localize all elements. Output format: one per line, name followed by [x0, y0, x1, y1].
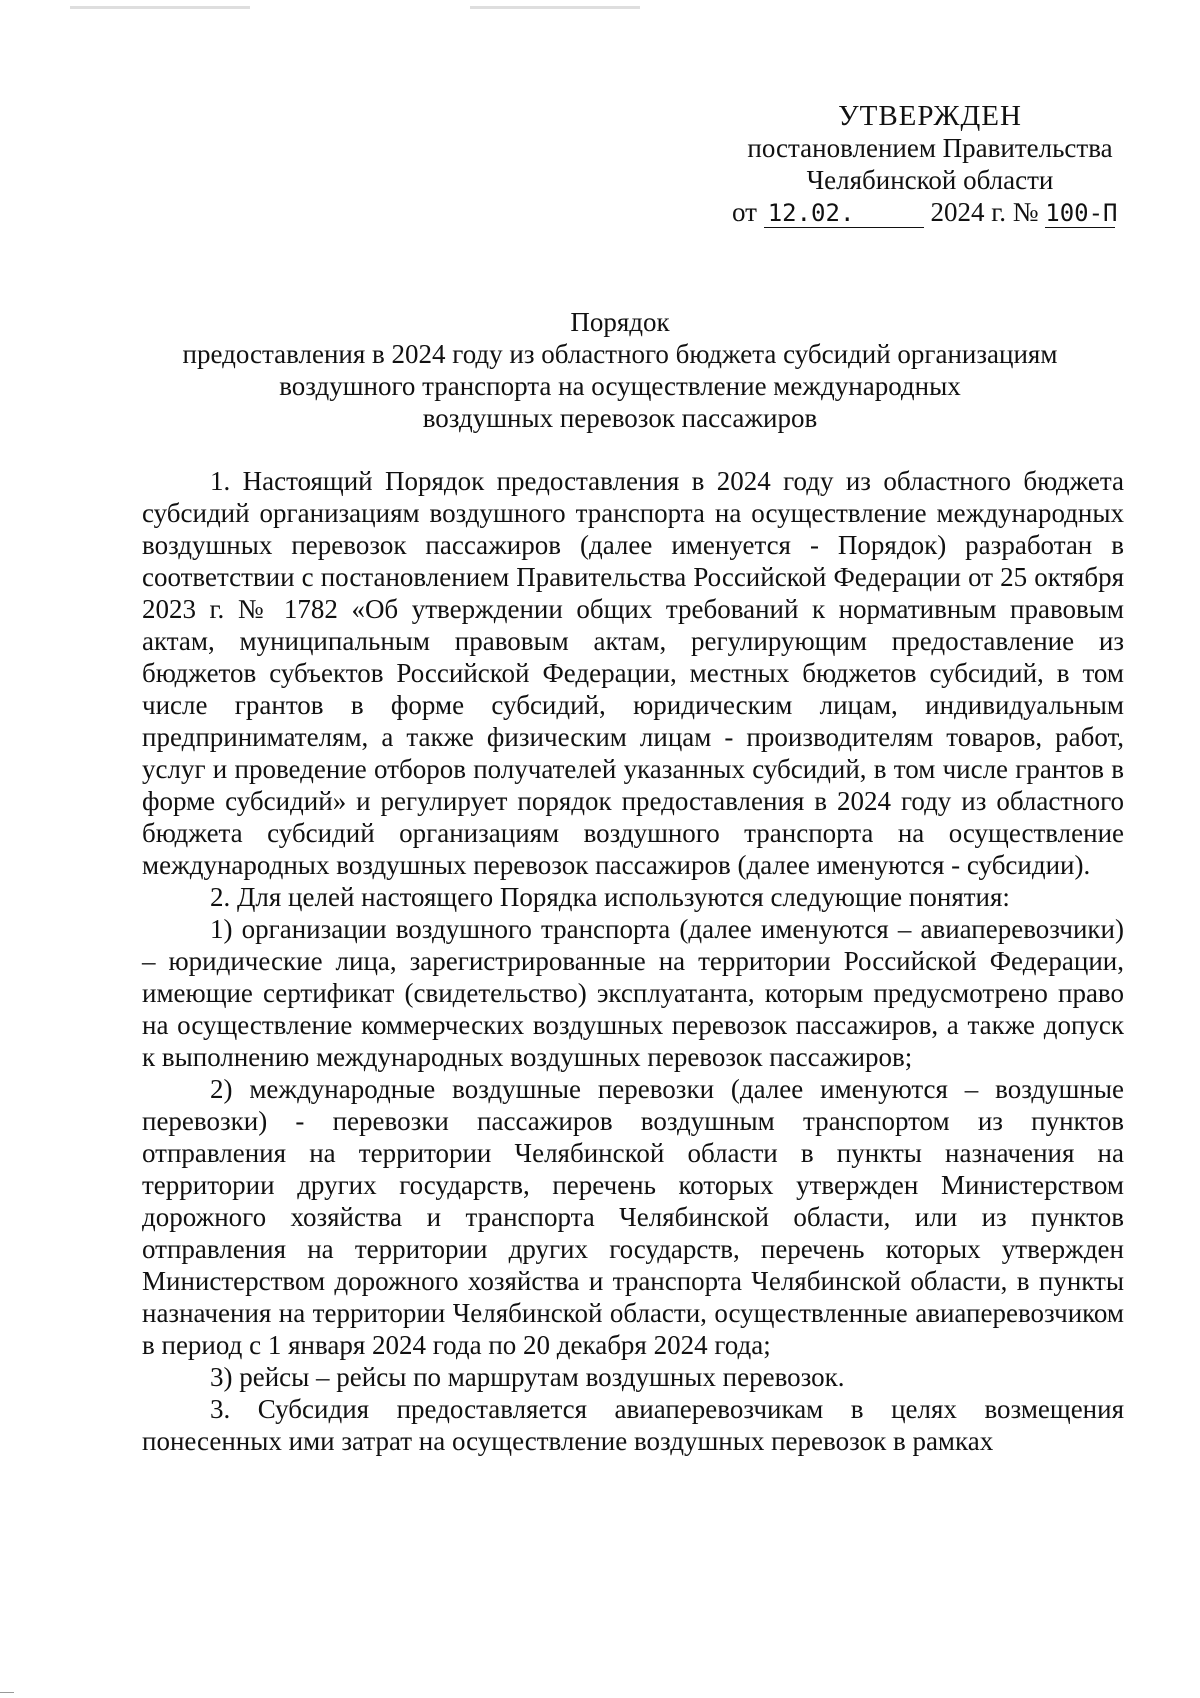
handwritten-date: 12.02.: [764, 199, 924, 228]
title-line-1: Порядок: [570, 307, 670, 337]
scan-artifact: [0, 1692, 14, 1693]
paragraph-2: 2. Для целей настоящего Порядка используются следующие понятия:: [210, 882, 1010, 912]
paragraph-3: 3. Субсидия предоставляется авиаперевозчикам в целях возмещения понесенных ими затрат на осуществление воздушных перевозок в рамках: [142, 1394, 1124, 1456]
approval-stamp-block: [720, 100, 1140, 228]
approved-region-line: Челябинской области: [806, 165, 1054, 195]
date-prefix: от: [732, 197, 757, 227]
title-line-2: предоставления в 2024 году из областного бюджета субсидий организациям: [182, 339, 1058, 369]
paragraph-1: 1. Настоящий Порядок предоставления в 2024 году из областного бюджета субсидий организациям воздушного транспорта на осуществление международных воздушных перевозок пассажиров (далее именуется - Порядок) разработан в соответствии с постановлением Правительства Российской Федерации от 25 октября 2023 г. № 1782 «Об утверждении общих требований к нормативным правовым актам, муниципальным правовым актам, регулирующим предоставление из бюджетов субъектов Российской Федерации, местных бюджетов субсидий, в том числе грантов в форме субсидий, юридическим лицам, индивидуальным предпринимателям, а также физическим лицам - производителям товаров, работ, услуг и проведение отборов получателей указанных субсидий, в том числе грантов в форме субсидий» и регулирует порядок предоставления в 2024 году из областного бюджета субсидий организациям воздушного транспорта на осуществление международных воздушных перевозок пассажиров (далее именуются - субсидии).: [142, 466, 1124, 880]
approval-year: 2024 г. №: [930, 197, 1039, 227]
document-title: [120, 306, 1120, 434]
approval-date-line: [720, 196, 1140, 228]
approved-heading: УТВЕРЖДЕН: [838, 100, 1022, 132]
paragraph-2-item-3: 3) рейсы – рейсы по маршрутам воздушных перевозок.: [210, 1362, 845, 1392]
handwritten-number: 100-П: [1045, 199, 1118, 227]
scan-artifact: [470, 6, 640, 9]
title-line-3: воздушного транспорта на осуществление международных: [279, 371, 961, 401]
scan-artifact: [70, 6, 250, 9]
title-line-4: воздушных перевозок пассажиров: [422, 403, 818, 433]
paragraph-2-item-2: 2) международные воздушные перевозки (далее именуются – воздушные перевозки) - перевозки пассажиров воздушным транспортом из пунктов отправления на территории Челябинской области в пункты назначения на территории других государств, перечень которых утвержден Министерством дорожного хозяйства и транспорта Челябинской области, или из пунктов отправления на территории других государств, перечень которых утвержден Министерством дорожного хозяйства и транспорта Челябинской области, в пункты назначения на территории Челябинской области, осуществленные авиаперевозчиком в период с 1 января 2024 года по 20 декабря 2024 года;: [142, 1074, 1124, 1360]
document-body: [142, 465, 1124, 1457]
paragraph-2-item-1: 1) организации воздушного транспорта (далее именуются – авиаперевозчики) – юридические лица, зарегистрированные на территории Российской Федерации, имеющие сертификат (свидетельство) эксплуатанта, которым предусмотрено право на осуществление коммерческих воздушных перевозок пассажиров, а также допуск к выполнению международных воздушных перевозок пассажиров;: [142, 914, 1124, 1072]
approved-by-line: постановлением Правительства: [747, 133, 1113, 163]
